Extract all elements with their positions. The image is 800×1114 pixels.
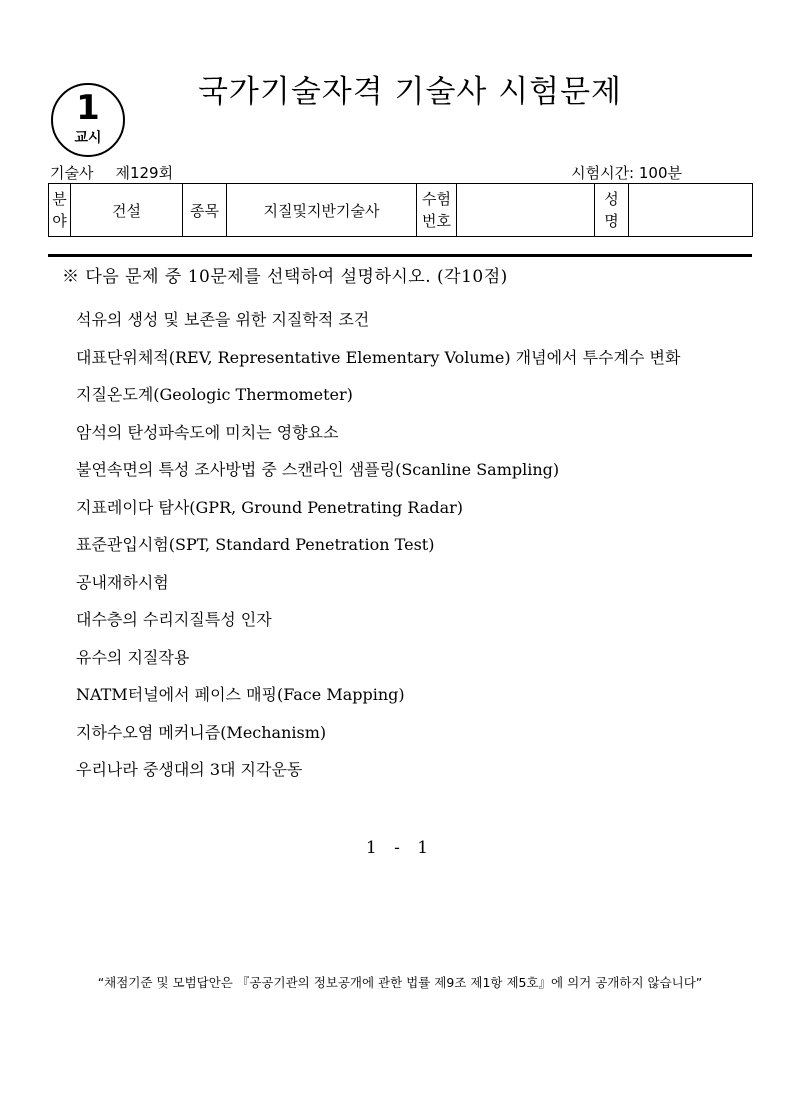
divider [48, 254, 752, 257]
name-label: 성 명 [595, 184, 629, 237]
field-label: 분 야 [49, 184, 71, 237]
page-number: 1 - 1 [365, 838, 435, 858]
session-number: 1 [76, 88, 100, 128]
exam-meta [50, 164, 173, 182]
instruction: ※ 다음 문제 중 10문제를 선택하여 설명하시오. (각10점) [62, 267, 508, 287]
exam-category: 기술사 [50, 164, 94, 182]
exam-round: 제129회 [115, 164, 174, 182]
session-label: 교시 [74, 130, 102, 146]
exam-time: 시험시간: 100분 [571, 164, 682, 182]
exam-number-label: 수험 번호 [417, 184, 457, 237]
name-field[interactable] [629, 184, 753, 237]
page-title: 국가기술자격 기술사 시험문제 [197, 74, 622, 110]
footer-notice: “채점기준 및 모범답안은 『공공기관의 정보공개에 관한 법률 제9조 제1항 제5호』에 의거 공개하지 않습니다” [97, 975, 703, 990]
session-badge [51, 83, 125, 157]
exam-number-field[interactable] [457, 184, 595, 237]
exam-info-table [48, 183, 753, 237]
field-value: 건설 [71, 184, 183, 237]
type-label: 종목 [183, 184, 227, 237]
type-value: 지질및지반기술사 [227, 184, 417, 237]
